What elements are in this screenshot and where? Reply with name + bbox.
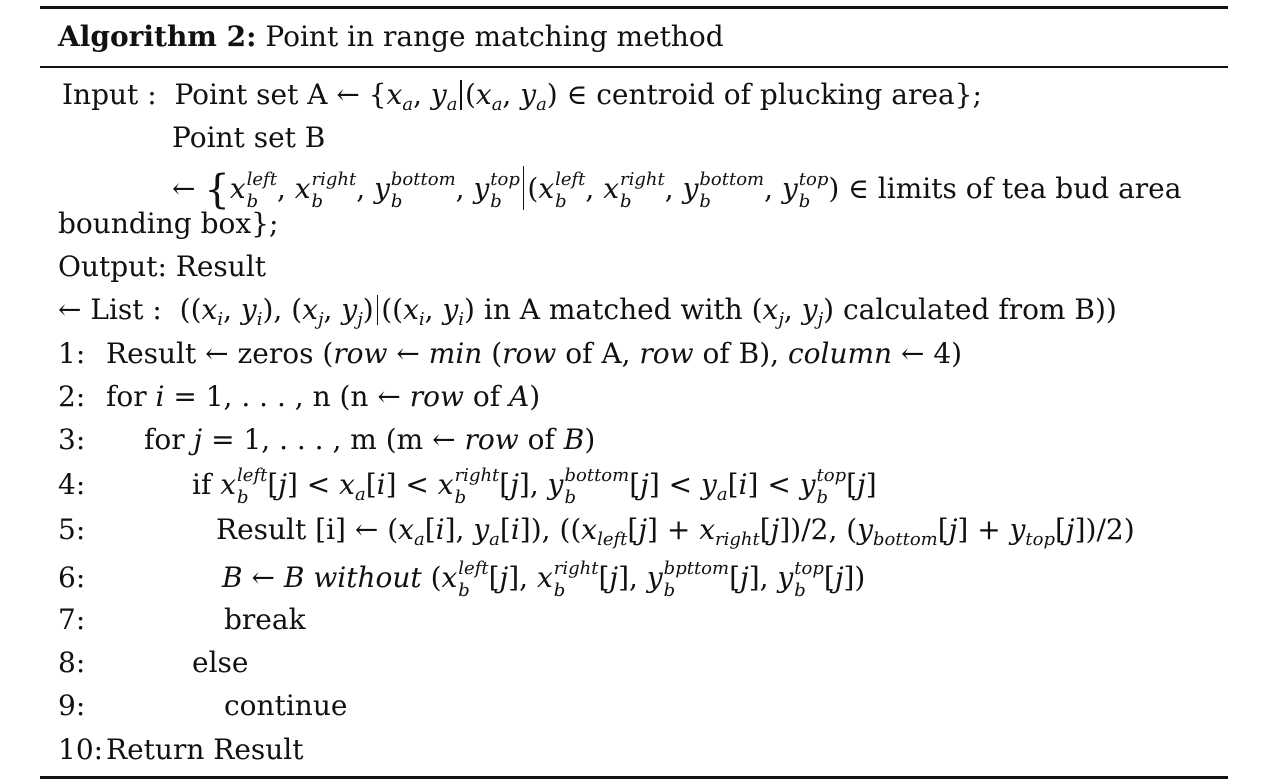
step-7-text: break — [224, 603, 306, 636]
step-number: 5: — [58, 513, 86, 546]
output-label: Output: Result — [58, 250, 267, 283]
step-number: 7: — [58, 603, 86, 636]
algorithm-header — [58, 20, 724, 54]
step-2: 2: for i = 1, . . . , n (n ← row of A) — [58, 380, 541, 413]
step-6-lead: B ← B without — [222, 561, 422, 594]
step-number: 9: — [58, 689, 86, 722]
input-a-condition: ) ∈ centroid of plucking area}; — [546, 78, 982, 111]
input-label: Input : — [62, 78, 157, 111]
input-b-cont: bounding box}; — [58, 207, 279, 240]
output-line — [58, 250, 266, 284]
step-5-lead: Result [i] ← — [216, 513, 379, 546]
step-number: 2: — [58, 380, 86, 413]
input-b-continuation — [58, 207, 278, 241]
input-b-label: Point set B — [172, 121, 326, 154]
output-list-line: ← List : (($x_i$, $y_i$), ($x_j$, $y_j$) (($x_i$, $y_i$) in A matched with ($x_j$, $y_j$) calculated from B)) — [58, 293, 1117, 330]
step-10-text: Return Result — [106, 733, 304, 766]
input-b-definition: ← {x left b , x right b , y bottom b , y top b (x left b , x right b , y bottom b , y top b ) ∈ limits of tea bud area — [172, 167, 1182, 213]
step-number: 3: — [58, 423, 86, 456]
output-list-suffix: calculated from B)) — [842, 293, 1117, 326]
step-8 — [58, 646, 248, 680]
input-a-prefix: Point set A ← { — [174, 78, 387, 111]
step-4: 4: if x left b $[j] < x_a[i] < x$ right b [j], y bottom b $[j] < y_a[i] < y$ top b [j] — [58, 464, 877, 508]
step-5: 5: Result [i] ← ($x_a[i]$, $y_a[i]$), ($(x_{left}[j] + x_{right}[j])/2$, $(y_{bottom}[j] + y_{top}[j])/2$) — [58, 513, 1135, 550]
algorithm-label: Algorithm 2: — [58, 20, 257, 53]
step-6: 6: B ← B without (x left b [j], x right b [j], y bpttom b [j], y top b [j]) — [58, 557, 866, 601]
input-line-a: Input : Point set A ← {$x_a$, $y_a$ ($x_a$, $y_a$) ∈ centroid of plucking area}; — [62, 78, 982, 115]
step-number: 6: — [58, 561, 86, 594]
step-10 — [58, 733, 304, 767]
input-b-condition: ) ∈ limits of tea bud area — [828, 172, 1182, 205]
output-list-prefix: ← List : — [58, 293, 162, 326]
step-number: 1: — [58, 337, 86, 370]
step-4-keyword: if — [192, 468, 212, 501]
step-number: 4: — [58, 468, 86, 501]
step-9-text: continue — [224, 689, 348, 722]
step-1: 1: Result ← zeros (row ← min (row of A, row of B), column ← 4) — [58, 337, 963, 370]
step-number: 10: — [58, 733, 104, 766]
step-8-text: else — [192, 646, 249, 679]
top-rule — [40, 6, 1228, 9]
header-rule — [40, 66, 1228, 68]
step-number: 8: — [58, 646, 86, 679]
output-list-middle: in A matched with — [483, 293, 743, 326]
step-9 — [58, 689, 347, 723]
algorithm-title: Point in range matching method — [265, 20, 724, 53]
bottom-rule — [40, 776, 1228, 779]
step-7 — [58, 603, 306, 637]
input-b-label-line — [172, 121, 325, 155]
step-3: 3: for j = 1, . . . , m (m ← row of B) — [58, 423, 596, 456]
